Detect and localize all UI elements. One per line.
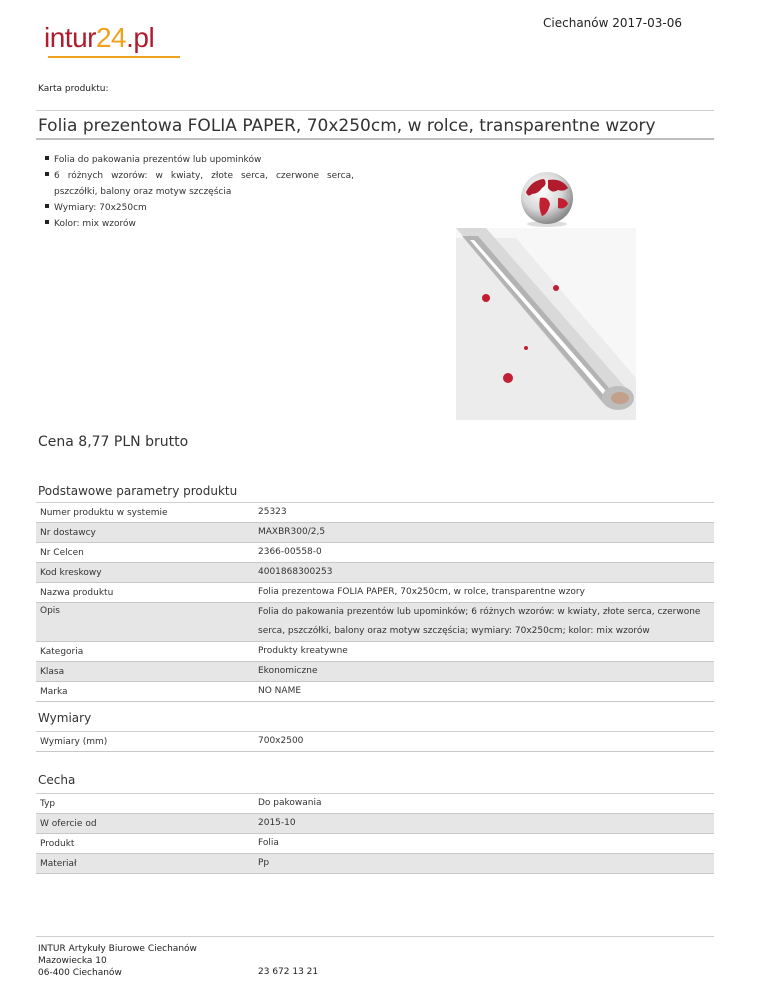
- table-row: [36, 603, 714, 642]
- param-key: Typ: [36, 794, 254, 814]
- company-name: INTUR Artykuły Biurowe Ciechanów: [38, 944, 197, 954]
- feature-item: 6 różnych wzorów: w kwiaty, złote serca, czerwone serca, pszczółki, balony oraz motyw szczęścia: [54, 168, 354, 200]
- param-value: Ekonomiczne: [254, 662, 714, 682]
- params-table-feature: [36, 794, 714, 874]
- param-key: Nr dostawcy: [36, 523, 254, 543]
- section-title-dimensions: Wymiary: [38, 711, 92, 725]
- param-key: W ofercie od: [36, 814, 254, 834]
- company-logo: [44, 22, 154, 54]
- footer-divider: [36, 936, 714, 937]
- table-row: [36, 563, 714, 583]
- postal-city: 06-400 Ciechanów: [38, 968, 122, 978]
- param-value: NO NAME: [254, 682, 714, 702]
- params-table-basic: [36, 503, 714, 702]
- table-row: [36, 834, 714, 854]
- param-key: Nr Celcen: [36, 543, 254, 563]
- street-address: Mazowiecka 10: [38, 956, 107, 966]
- product-image: [456, 228, 636, 420]
- param-key: Klasa: [36, 662, 254, 682]
- param-key: Produkt: [36, 834, 254, 854]
- param-key: Marka: [36, 682, 254, 702]
- logo-text-intur: intur: [44, 22, 96, 53]
- param-value: MAXBR300/2,5: [254, 523, 714, 543]
- document-date: Ciechanów 2017-03-06: [543, 16, 682, 30]
- param-value: Produkty kreatywne: [254, 642, 714, 662]
- table-row: [36, 543, 714, 563]
- globe-icon: [518, 170, 576, 228]
- table-row: [36, 583, 714, 603]
- card-label: Karta produktu:: [38, 84, 109, 94]
- title-divider-top: [36, 110, 714, 111]
- table-row: [36, 814, 714, 834]
- param-value: 4001868300253: [254, 563, 714, 583]
- param-key: Kategoria: [36, 642, 254, 662]
- table-row: [36, 794, 714, 814]
- phone-number: 23 672 13 21: [258, 967, 319, 977]
- feature-item: Wymiary: 70x250cm: [54, 200, 354, 216]
- logo-underline: [48, 56, 180, 58]
- title-divider-bottom: [36, 138, 714, 140]
- param-key: Wymiary (mm): [36, 732, 254, 752]
- param-value: 2366-00558-0: [254, 543, 714, 563]
- param-key: Nazwa produktu: [36, 583, 254, 603]
- product-price: Cena 8,77 PLN brutto: [38, 434, 189, 450]
- param-value: Pp: [254, 854, 714, 874]
- section-title-basic: Podstawowe parametry produktu: [38, 484, 238, 498]
- param-key: Opis: [36, 603, 254, 642]
- param-key: Materiał: [36, 854, 254, 874]
- table-row: [36, 642, 714, 662]
- param-value: 2015-10: [254, 814, 714, 834]
- feature-list: [54, 152, 354, 232]
- param-key: Kod kreskowy: [36, 563, 254, 583]
- param-value: Folia do pakowania prezentów lub upominków; 6 różnych wzorów: w kwiaty, złote serca, czerwone serca, pszczółki, balony oraz motyw szczęścia; wymiary: 70x250cm; kolor: mix wzorów: [254, 603, 714, 642]
- param-value: Do pakowania: [254, 794, 714, 814]
- feature-item: Folia do pakowania prezentów lub upominków: [54, 152, 354, 168]
- params-table-dimensions: [36, 732, 714, 752]
- table-row: [36, 854, 714, 874]
- param-value: 25323: [254, 503, 714, 523]
- param-value: Folia: [254, 834, 714, 854]
- product-title: Folia prezentowa FOLIA PAPER, 70x250cm, w rolce, transparentne wzory: [38, 116, 656, 136]
- table-row: [36, 682, 714, 702]
- param-key: Numer produktu w systemie: [36, 503, 254, 523]
- feature-item: Kolor: mix wzorów: [54, 216, 354, 232]
- table-row: [36, 732, 714, 752]
- footer-address: [38, 943, 197, 979]
- section-title-feature: Cecha: [38, 773, 76, 787]
- table-row: [36, 503, 714, 523]
- param-value: 700x2500: [254, 732, 714, 752]
- logo-text-24: 24: [95, 22, 127, 53]
- logo-text-pl: .pl: [126, 22, 155, 53]
- table-row: [36, 662, 714, 682]
- table-row: [36, 523, 714, 543]
- param-value: Folia prezentowa FOLIA PAPER, 70x250cm, w rolce, transparentne wzory: [254, 583, 714, 603]
